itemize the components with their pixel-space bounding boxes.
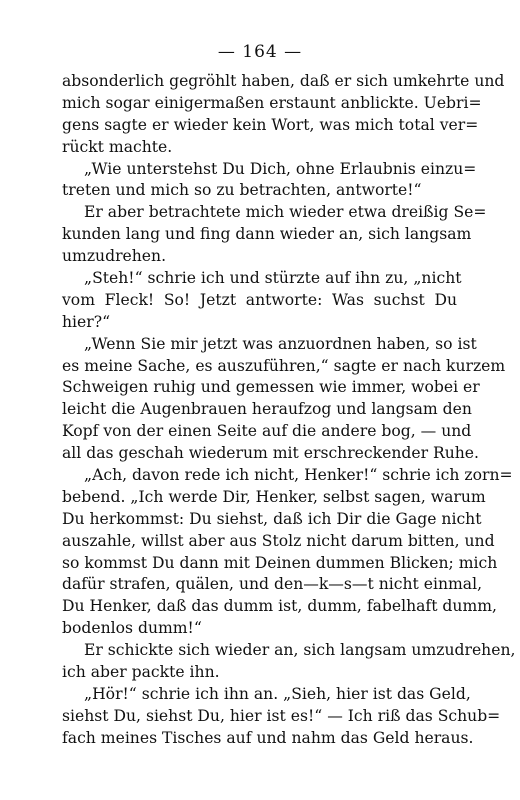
text-line: „Ach, davon rede ich nicht, Henker!“ schrie ich zorn= [84, 466, 513, 485]
text-line: Du Henker, daß das dumm ist, dumm, fabelhaft dumm, [62, 597, 497, 616]
text-line: vom Fleck! So! Jetzt antworte: Was suchst Du [62, 290, 457, 309]
text-line: treten und mich so zu betrachten, antworte!“ [62, 181, 422, 200]
text-line: leicht die Augenbrauen heraufzog und langsam den [62, 400, 472, 419]
text-line: Er schickte sich wieder an, sich langsam umzudrehen, [84, 641, 516, 660]
text-line: so kommst Du dann mit Deinen dummen Blicken; mich [62, 553, 498, 572]
body-text [62, 71, 516, 750]
text-line: fach meines Tisches auf und nahm das Geld heraus. [62, 728, 474, 747]
text-line: Du herkommst: Du siehst, daß ich Dir die Gage nicht [62, 509, 482, 528]
text-line: kunden lang und fing dann wieder an, sich langsam [62, 225, 472, 244]
text-line: es meine Sache, es auszuführen,“ sagte er nach kurzem [62, 356, 506, 375]
text-line: all das geschah wiederum mit erschreckender Ruhe. [62, 444, 479, 463]
text-line: bebend. „Ich werde Dir, Henker, selbst sagen, warum [62, 487, 486, 506]
text-line: „Steh!“ schrie ich und stürzte auf ihn zu, „nicht [84, 269, 462, 288]
text-line: mich sogar einigermaßen erstaunt anblickte. Uebri= [62, 93, 482, 112]
text-line: „Wie unterstehst Du Dich, ohne Erlaubnis einzu= [84, 159, 477, 178]
text-line: rückt machte. [62, 137, 173, 156]
text-line: umzudrehen. [62, 247, 167, 266]
text-line: Schweigen ruhig und gemessen wie immer, wobei er [62, 378, 480, 397]
text-line: absonderlich gegröhlt haben, daß er sich umkehrte und [62, 72, 505, 90]
text-line: Kopf von der einen Seite auf die andere bog, — und [62, 422, 472, 441]
page-number: — 164 — [217, 42, 303, 62]
text-line: hier?“ [62, 312, 111, 331]
text-line: siehst Du, siehst Du, hier ist es!“ — Ich riß das Schub= [62, 706, 501, 725]
text-line: dafür strafen, quälen, und den—k—s—t nicht einmal, [62, 575, 483, 594]
text-line: bodenlos dumm!“ [62, 619, 202, 638]
text-line: „Hör!“ schrie ich ihn an. „Sieh, hier ist das Geld, [84, 684, 471, 703]
text-line: ich aber packte ihn. [62, 663, 220, 682]
text-line: auszahle, willst aber aus Stolz nicht darum bitten, und [62, 531, 495, 550]
text-line: Er aber betrachtete mich wieder etwa dreißig Se= [84, 203, 487, 222]
text-line: gens sagte er wieder kein Wort, was mich total ver= [62, 115, 479, 134]
text-line: „Wenn Sie mir jetzt was anzuordnen haben, so ist [84, 334, 477, 353]
